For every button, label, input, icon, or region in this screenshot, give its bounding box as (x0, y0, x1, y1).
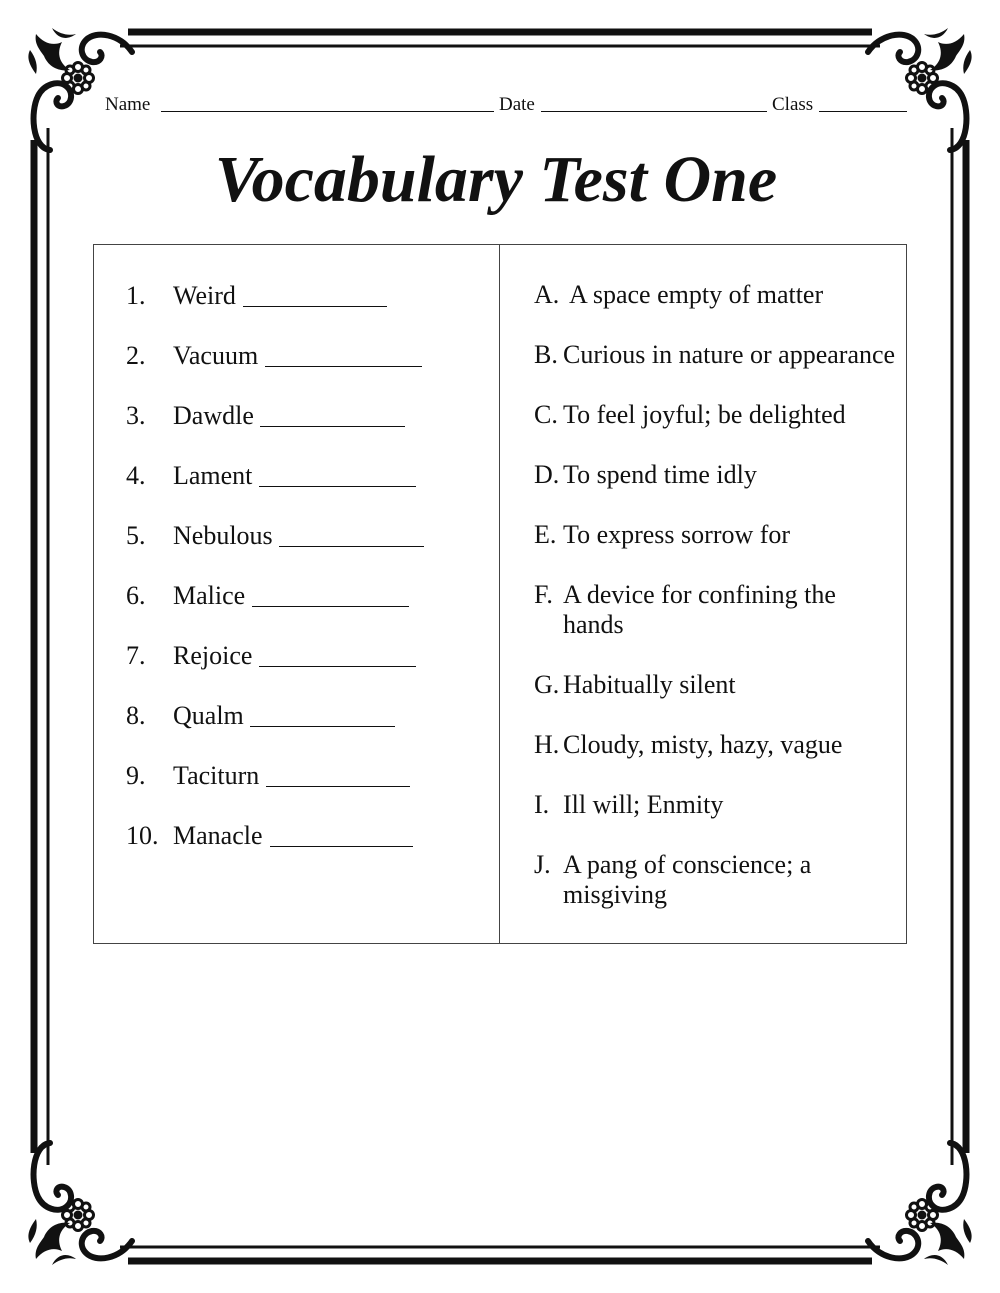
word-term: Vacuum (173, 341, 259, 370)
definition-letter: B. (534, 340, 558, 369)
word-term: Manacle (173, 821, 263, 850)
definition-letter: G. (534, 670, 560, 699)
word-number: 10. (126, 821, 159, 850)
definition-letter: A. (534, 280, 560, 309)
definition-text: To spend time idly (563, 460, 757, 489)
definition-letter: J. (534, 850, 551, 879)
definition-text: A pang of conscience; a misgiving (563, 850, 812, 909)
word-term: Taciturn (173, 761, 260, 790)
word-number: 9. (126, 761, 146, 790)
definition-letter: H. (534, 730, 560, 759)
definition-letter: C. (534, 400, 558, 429)
column-divider (499, 244, 500, 944)
word-term: Malice (173, 581, 246, 610)
class-label: Class (772, 94, 814, 115)
name-field-line[interactable] (161, 111, 494, 112)
word-term: Dawdle (173, 401, 254, 430)
definition-text: A device for confining the hands (563, 580, 836, 639)
word-number: 5. (126, 521, 146, 550)
definition-text: Habitually silent (563, 670, 736, 699)
word-term: Lament (173, 461, 253, 490)
answer-blank[interactable] (265, 366, 422, 367)
name-label: Name (105, 94, 151, 115)
answer-blank[interactable] (279, 546, 424, 547)
answer-blank[interactable] (270, 846, 413, 847)
date-label: Date (499, 94, 535, 115)
word-number: 4. (126, 461, 146, 490)
definition-letter: I. (534, 790, 550, 819)
definition-text: A space empty of matter (569, 280, 824, 309)
definition-letter: F. (534, 580, 553, 609)
word-number: 7. (126, 641, 146, 670)
word-term: Weird (173, 281, 236, 310)
definition-text: To feel joyful; be delighted (563, 400, 846, 429)
answer-blank[interactable] (252, 606, 409, 607)
date-field-line[interactable] (541, 111, 767, 112)
definition-text: To express sorrow for (563, 520, 791, 549)
word-number: 3. (126, 401, 146, 430)
word-term: Qualm (173, 701, 244, 730)
word-term: Nebulous (173, 521, 273, 550)
answer-blank[interactable] (259, 486, 416, 487)
definition-text: Cloudy, misty, hazy, vague (563, 730, 843, 759)
answer-blank[interactable] (266, 786, 410, 787)
page-title: Vocabulary Test One (214, 143, 778, 216)
answer-blank[interactable] (260, 426, 405, 427)
answer-blank[interactable] (250, 726, 395, 727)
class-field-line[interactable] (819, 111, 907, 112)
word-number: 1. (126, 281, 146, 310)
word-number: 8. (126, 701, 146, 730)
definition-text: Ill will; Enmity (563, 790, 724, 819)
answer-blank[interactable] (243, 306, 387, 307)
answer-blank[interactable] (259, 666, 416, 667)
word-term: Rejoice (173, 641, 253, 670)
definition-text: Curious in nature or appearance (563, 340, 896, 369)
definition-letter: D. (534, 460, 560, 489)
word-number: 6. (126, 581, 146, 610)
word-number: 2. (126, 341, 146, 370)
definition-letter: E. (534, 520, 557, 549)
